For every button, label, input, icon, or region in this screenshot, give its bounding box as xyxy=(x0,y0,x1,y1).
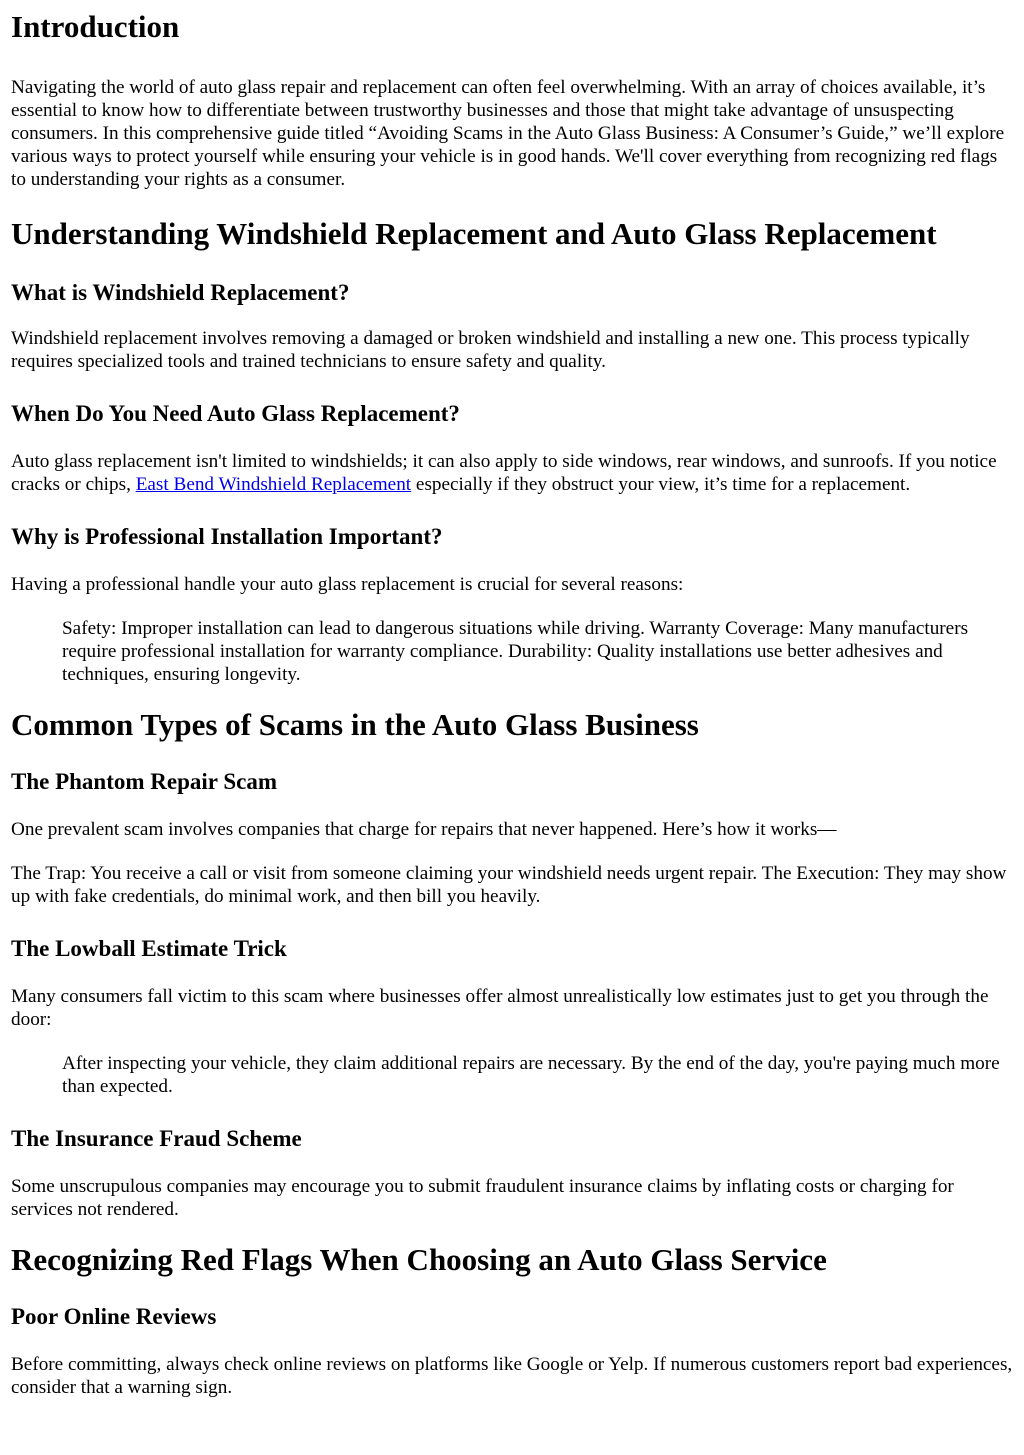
intro-heading: Introduction xyxy=(11,9,180,44)
phantom-detail: The Trap: You receive a call or visit from someone claiming your windshield needs urgent repair. The Execution: They may show up with fake credentials, do minimal work, and then bill you heavily. xyxy=(11,863,1007,907)
intro-paragraph: Navigating the world of auto glass repair and replacement can often feel overwhelming. With an array of choices available, it’s essential to know how to differentiate between trustworthy businesses and those that might take advantage of unsuspecting consumers. In this comprehensive guide titled “Avoiding Scams in the Auto Glass Business: A Consumer’s Guide,” we’ll explore various ways to protect yourself while ensuring your vehicle is in good hands. We'll cover everything from recognizing red flags to understanding your rights as a consumer. xyxy=(11,77,1005,190)
when-needed-text-before: Auto glass replacement isn't limited to windshields; it can also apply to side windows, rear windows, and sunroofs. If you notice cracks or chips, xyxy=(11,451,997,495)
why-professional-reasons: Safety: Improper installation can lead to dangerous situations while driving. Warranty Coverage: Many manufacturers require professional installation for warranty compliance. Durability: Quality installations use better adhesives and techniques, ensuring longevity. xyxy=(62,618,969,685)
insurance-paragraph: Some unscrupulous companies may encourage you to submit fraudulent insurance claims by inflating costs or charging for services not rendered. xyxy=(11,1176,954,1220)
reviews-heading: Poor Online Reviews xyxy=(11,1304,217,1329)
when-needed-heading: When Do You Need Auto Glass Replacement? xyxy=(11,401,460,426)
what-is-paragraph: Windshield replacement involves removing a damaged or broken windshield and installing a new one. This process typically requires specialized tools and trained technicians to ensure safety and quality. xyxy=(11,328,970,372)
lowball-heading: The Lowball Estimate Trick xyxy=(11,936,287,961)
why-professional-paragraph: Having a professional handle your auto glass replacement is crucial for several reasons: xyxy=(11,574,684,595)
reviews-paragraph: Before committing, always check online reviews on platforms like Google or Yelp. If numerous customers report bad experiences, consider that a warning sign. xyxy=(11,1354,1013,1398)
why-professional-heading: Why is Professional Installation Important? xyxy=(11,524,443,549)
red-flags-heading: Recognizing Red Flags When Choosing an Auto Glass Service xyxy=(11,1242,827,1277)
when-needed-paragraph xyxy=(11,450,1014,496)
article xyxy=(0,9,1024,1399)
lowball-paragraph: Many consumers fall victim to this scam where businesses offer almost unrealistically low estimates just to get you through the door: xyxy=(11,986,989,1030)
what-is-heading: What is Windshield Replacement? xyxy=(11,280,350,305)
understanding-heading: Understanding Windshield Replacement and Auto Glass Replacement xyxy=(11,216,937,251)
lowball-detail: After inspecting your vehicle, they claim additional repairs are necessary. By the end of the day, you're paying much more than expected. xyxy=(62,1053,1000,1097)
scams-heading: Common Types of Scams in the Auto Glass Business xyxy=(11,707,699,742)
phantom-heading: The Phantom Repair Scam xyxy=(11,769,277,794)
phantom-paragraph: One prevalent scam involves companies that charge for repairs that never happened. Here’s how it works— xyxy=(11,819,837,840)
east-bend-windshield-link[interactable]: East Bend Windshield Replacement xyxy=(135,474,412,495)
when-needed-text-after: especially if they obstruct your view, it’s time for a replacement. xyxy=(411,474,911,495)
insurance-heading: The Insurance Fraud Scheme xyxy=(11,1126,302,1151)
